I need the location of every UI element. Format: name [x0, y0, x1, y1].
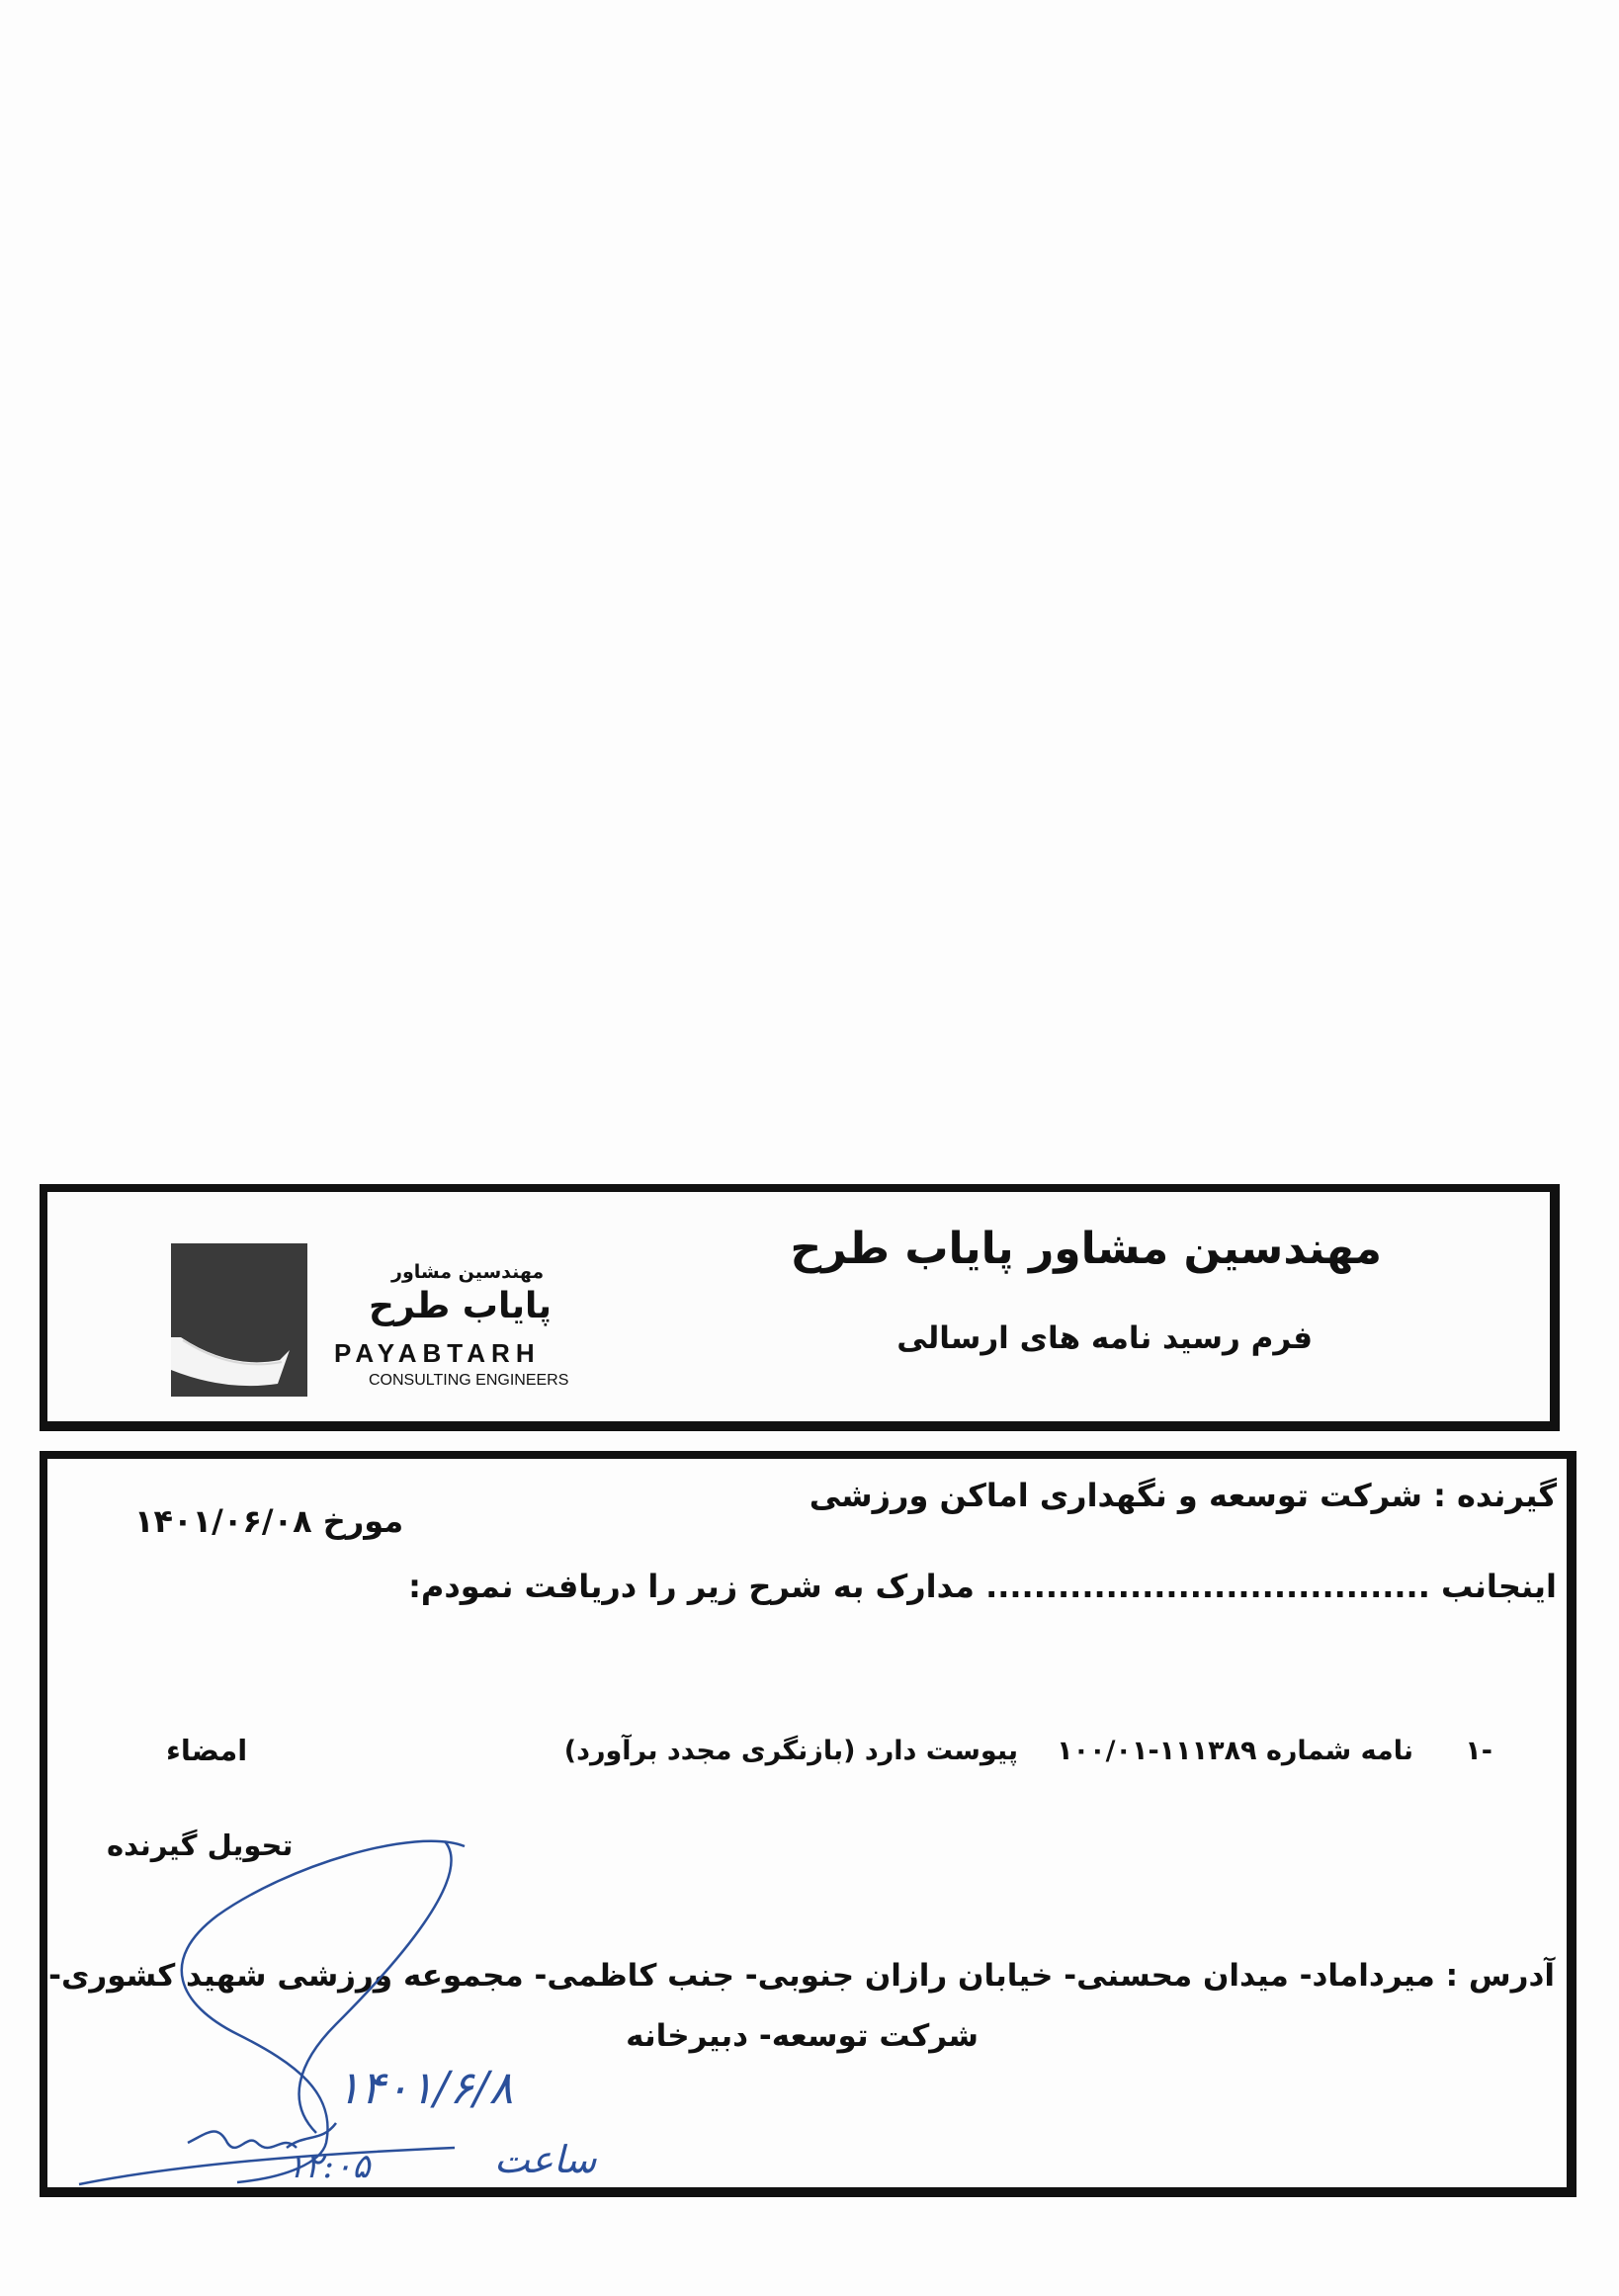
header-box — [40, 1184, 1560, 1431]
logo-english-subtitle: CONSULTING ENGINEERS — [369, 1372, 569, 1389]
item-number: -۱ — [1465, 1736, 1492, 1766]
company-logo-icon — [171, 1243, 307, 1397]
body-box — [40, 1451, 1576, 2197]
delivery-label: تحویل گیرنده — [107, 1828, 294, 1862]
company-name: مهندسین مشاور پایاب طرح — [790, 1224, 1382, 1274]
intro-line: اینجانب ..................................... مدارک به شرح زیر را دریافت نمودم: — [408, 1568, 1557, 1605]
form-title: فرم رسید نامه های ارسالی — [896, 1320, 1313, 1356]
handwritten-date: ۱۴۰۱/۶/۸ — [336, 2061, 514, 2114]
item-letter-number: نامه شماره ۱۱۱۳۸۹-۱۰۰/۰۱ — [1057, 1736, 1413, 1766]
item-attachment: پیوست دارد (بازنگری مجدد برآورد) — [563, 1736, 1018, 1766]
handwritten-time-label: ساعت — [494, 2138, 597, 2181]
logo-english-name: PAYABTARH — [334, 1338, 541, 1368]
date-line: مورخ ۱۴۰۱/۰۶/۰۸ — [134, 1502, 404, 1540]
signature-label: امضاء — [166, 1734, 248, 1767]
logo-persian-subtitle: مهندسین مشاور — [391, 1261, 545, 1283]
recipient-line: گیرنده : شرکت توسعه و نگهداری اماکن ورزشی — [809, 1477, 1557, 1514]
address-line-2: شرکت توسعه- دبیرخانه — [626, 2018, 979, 2054]
address-line-1: آدرس : میرداماد- میدان محسنی- خیابان رازان جنوبی- جنب کاظمی- مجموعه ورزشی شهید کشوری- — [48, 1958, 1555, 1994]
handwritten-time: ۱۲:۰۵ — [287, 2147, 371, 2186]
logo-persian-name: پایاب طرح — [369, 1286, 553, 1326]
